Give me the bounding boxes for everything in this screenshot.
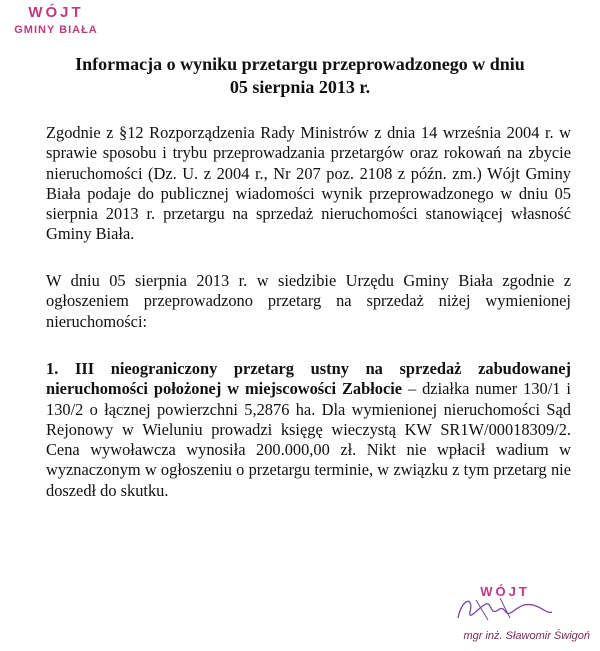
paragraph-legal-basis: Zgodnie z §12 Rozporządzenia Rady Ministrów z dnia 14 września 2004 r. w sprawie sposobu i trybu przeprowadzania przetargów oraz rokowań na zbycie nieruchomości (Dz. U. z 2004 r., Nr 207 poz. 2108 z późn. zm.) Wójt Gminy Biała podaje do publicznej wiadomości wynik przeprowadzonego w dniu 05 sierpnia 2013 r. przetargu na sprzedaż nieruchomości stanowiącej własność Gminy Biała. <box>46 123 571 244</box>
title-line2: 05 sierpnia 2013 r. <box>229 77 371 97</box>
paragraph-tender-info: W dniu 05 sierpnia 2013 r. w siedzibie Urzędu Gminy Biała zgodnie z ogłoszeniem przeprowadzono przetarg na sprzedaż niżej wymienionej nieruchomości: <box>46 271 571 331</box>
paragraph-property-item <box>46 359 571 501</box>
document-title <box>30 53 570 99</box>
item-details: – działka numer 130/1 i 130/2 o łącznej powierzchni 5,2876 ha. Dla wymienionej nieruchomości Sąd Rejonowy w Wieluniu prowadzi księgę wieczystą KW SR1W/00018309/2. Cena wywoławcza wynosiła 200.000,00 zł. Nikt nie wpłacił wadium w wyznaczonym w ogłoszeniu o przetargu terminie, w związku z tym przetarg nie doszedł do skutku. <box>46 379 571 500</box>
signer-name: mgr inż. Sławomir Świgoń <box>463 630 590 642</box>
item-heading: 1. III nieograniczony przetarg ustny na sprzedaż zabudowanej nieruchomości położonej w miejscowości Zabłocie <box>46 359 571 399</box>
stamp-top-line1: WÓJT <box>28 4 84 21</box>
signature-scribble <box>440 588 560 628</box>
stamp-top-line2: GMINY BIAŁA <box>14 24 98 36</box>
title-line1: Informacja o wyniku przetargu przeprowadzonego w dniu <box>75 54 525 74</box>
stamp-bottom: WÓJT <box>480 584 530 599</box>
stamp-top <box>0 4 112 36</box>
